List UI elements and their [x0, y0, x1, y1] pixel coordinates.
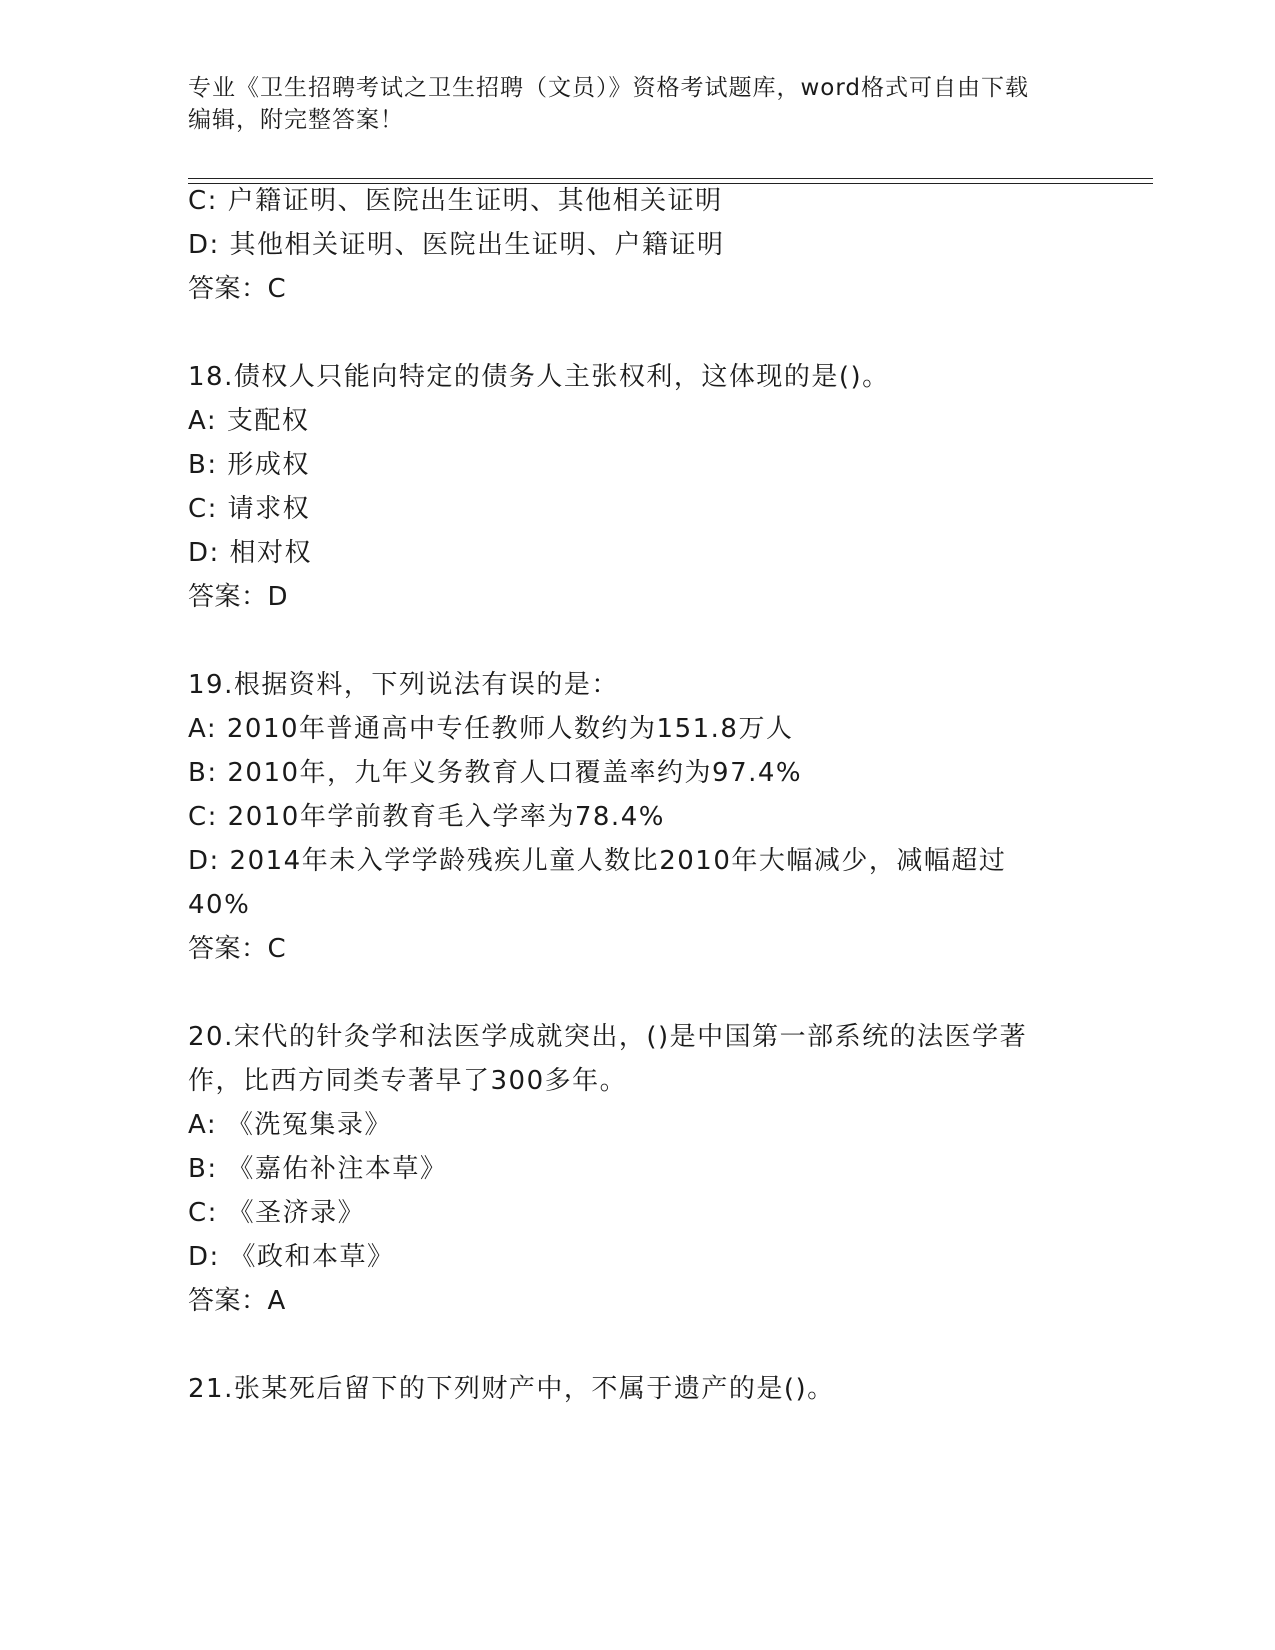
- q18-option-b: B: 形成权: [188, 450, 310, 480]
- q20-option-a: A: 《洗冤集录》: [188, 1110, 392, 1140]
- q20-option-b: B: 《嘉佑补注本草》: [188, 1154, 448, 1184]
- q19-option-b: B: 2010年，九年义务教育人口覆盖率约为97.4%: [188, 758, 803, 788]
- header-line-1: 专业《卫生招聘考试之卫生招聘（文员）》资格考试题库，word格式可自由下载: [188, 75, 1030, 101]
- header-line-2: 编辑，附完整答案！: [188, 107, 404, 133]
- q20-question-continued: 作，比西方同类专著早了300多年。: [188, 1066, 628, 1096]
- q18-answer: 答案：D: [188, 582, 289, 612]
- q18-option-c: C: 请求权: [188, 494, 311, 524]
- prev-option-c: C: 户籍证明、医院出生证明、其他相关证明: [188, 186, 723, 216]
- prev-answer: 答案：C: [188, 274, 287, 304]
- q19-option-c: C: 2010年学前教育毛入学率为78.4%: [188, 802, 665, 832]
- prev-option-d: D: 其他相关证明、医院出生证明、户籍证明: [188, 230, 725, 260]
- q19-option-d: D: 2014年未入学学龄残疾儿童人数比2010年大幅减少，减幅超过: [188, 846, 1007, 876]
- q20-option-d: D: 《政和本草》: [188, 1242, 395, 1272]
- header-divider-bottom: [188, 183, 1153, 184]
- document-header: [188, 72, 1088, 136]
- q19-option-a: A: 2010年普通高中专任教师人数约为151.8万人: [188, 714, 794, 744]
- q18-question: 18.债权人只能向特定的债务人主张权利，这体现的是()。: [188, 362, 890, 392]
- q20-answer: 答案：A: [188, 1286, 286, 1316]
- q20-option-c: C: 《圣济录》: [188, 1198, 366, 1228]
- q19-option-d-continued: 40%: [188, 890, 251, 920]
- q18-option-d: D: 相对权: [188, 538, 313, 568]
- q19-question: 19.根据资料，下列说法有误的是：: [188, 670, 619, 700]
- q19-answer: 答案：C: [188, 934, 287, 964]
- q21-question: 21.张某死后留下的下列财产中，不属于遗产的是()。: [188, 1374, 835, 1404]
- q20-question: 20.宋代的针灸学和法医学成就突出，()是中国第一部系统的法医学著: [188, 1022, 1028, 1052]
- header-divider-top: [188, 178, 1153, 179]
- q18-option-a: A: 支配权: [188, 406, 310, 436]
